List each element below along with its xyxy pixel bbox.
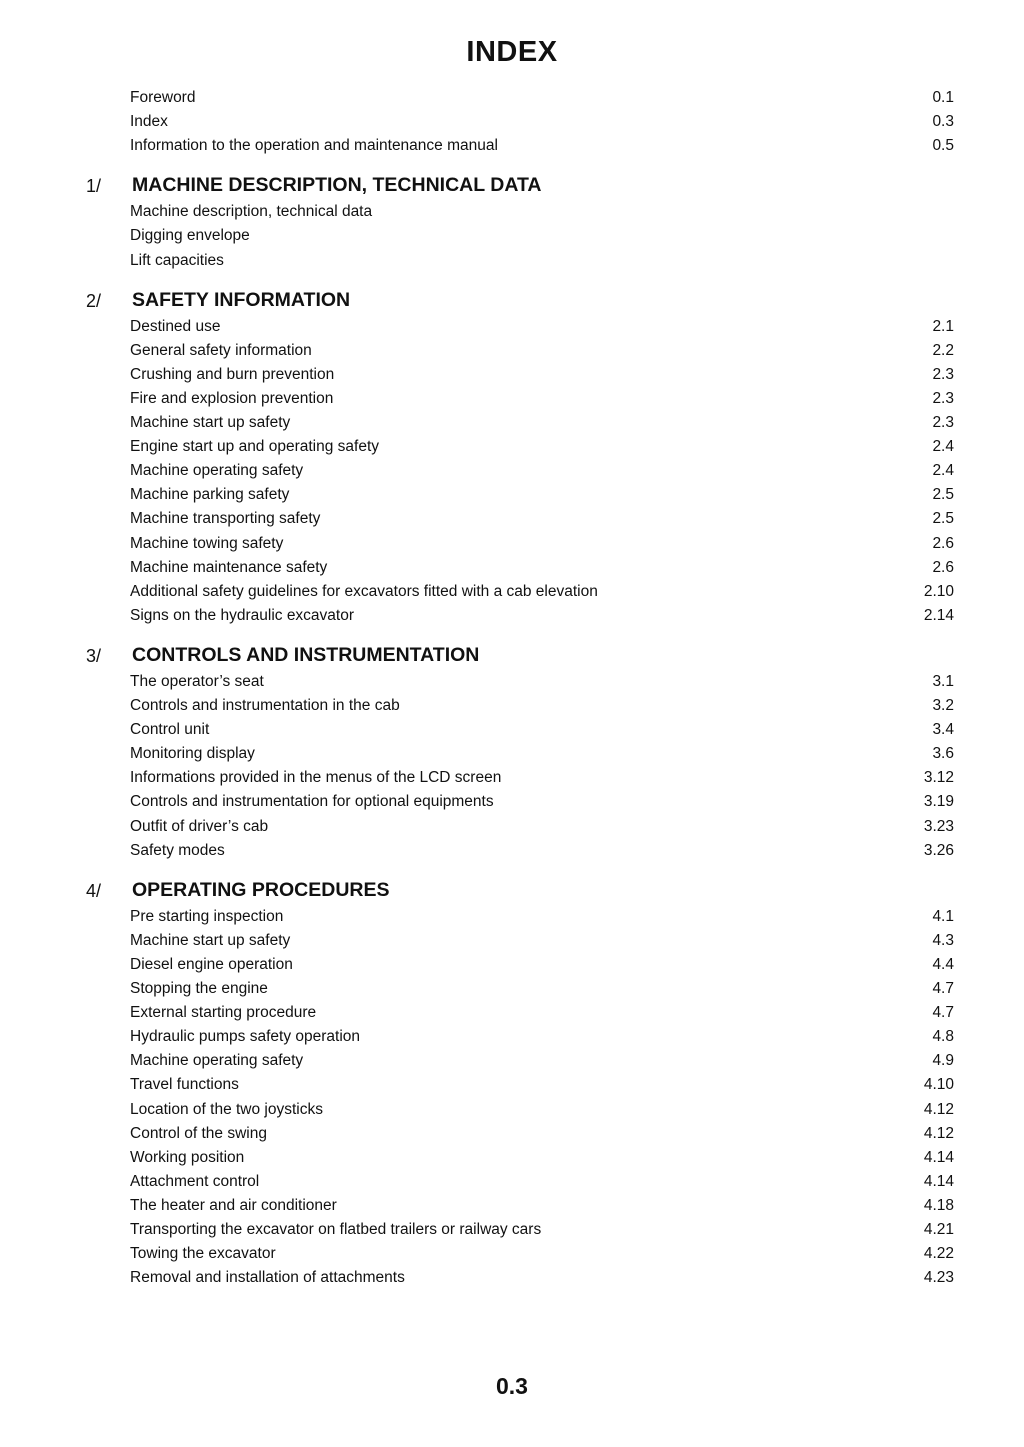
toc-entry[interactable] [130, 412, 954, 434]
toc-entry[interactable] [130, 87, 954, 109]
dot-leader [549, 1219, 914, 1241]
toc-entry-label: The heater and air conditioner [130, 1196, 337, 1214]
toc-entry-page: 3.4 [932, 721, 954, 739]
dot-leader [301, 954, 920, 976]
toc-entry-page: 2.3 [932, 365, 954, 383]
toc-entry[interactable] [130, 111, 954, 133]
toc-entry-label: Control of the swing [130, 1124, 267, 1142]
toc-entry[interactable] [130, 484, 954, 506]
toc-entry-page: 4.10 [923, 1076, 954, 1094]
dot-leader [228, 316, 920, 338]
toc-entry-page: 3.26 [923, 841, 954, 859]
toc-entry-label: Towing the excavator [130, 1245, 276, 1263]
toc-entry[interactable] [130, 978, 954, 1000]
toc-entry[interactable] [130, 906, 954, 928]
toc-entry-label: Attachment control [130, 1172, 260, 1190]
page-title: INDEX [466, 36, 558, 68]
toc-entry-page: 4.7 [932, 1004, 954, 1022]
toc-entry[interactable] [130, 1026, 954, 1048]
toc-entry-label: Monitoring display [130, 745, 255, 763]
toc-entry-page: 2.4 [932, 462, 954, 480]
toc-entry[interactable] [130, 1099, 954, 1121]
toc-entry-page: 0.5 [932, 137, 954, 155]
toc-entry[interactable] [130, 840, 954, 862]
toc-entry[interactable] [130, 671, 954, 693]
toc-entry[interactable] [130, 250, 954, 272]
toc-entry-label: Working position [130, 1148, 245, 1166]
section-number: 2/ [86, 290, 102, 311]
toc-entry[interactable] [130, 767, 954, 789]
toc-entry[interactable] [130, 533, 954, 555]
dot-leader [247, 1074, 914, 1096]
toc-entry-page: 4.23 [923, 1269, 954, 1287]
toc-entry[interactable] [130, 364, 954, 386]
toc-entry[interactable] [130, 316, 954, 338]
dot-leader [203, 87, 920, 109]
toc-entry-label: Control unit [130, 721, 210, 739]
dot-leader [408, 695, 920, 717]
toc-entry-label: Diesel engine operation [130, 955, 293, 973]
toc-entry[interactable] [130, 135, 954, 157]
toc-entry-label: Additional safety guidelines for excavators fitted with a cab elevation [130, 582, 598, 600]
toc-entry[interactable] [130, 1002, 954, 1024]
toc-entry-page: 4.18 [923, 1196, 954, 1214]
toc-entry-label: Lift capacities [130, 251, 224, 269]
dot-leader [272, 671, 920, 693]
dot-leader [328, 508, 920, 530]
toc-entry-label: Machine description, technical data [130, 203, 373, 221]
toc-entry-page: 4.12 [923, 1124, 954, 1142]
toc-entry-page: 4.8 [932, 1028, 954, 1046]
toc-entry-label: Location of the two joysticks [130, 1100, 323, 1118]
section-title: MACHINE DESCRIPTION, TECHNICAL DATA [132, 174, 542, 197]
dot-leader [267, 1171, 914, 1193]
toc-entry-label: Transporting the excavator on flatbed trailers or railway cars [130, 1221, 542, 1238]
toc-entry[interactable] [130, 719, 954, 741]
toc-entry-page: 3.1 [932, 672, 954, 690]
toc-entry-label: Machine maintenance safety [130, 558, 328, 576]
dot-leader [233, 840, 914, 862]
toc-entry[interactable] [130, 1219, 954, 1241]
toc-entry[interactable] [130, 1147, 954, 1169]
toc-entry-page: 4.3 [932, 931, 954, 949]
section-number: 4/ [86, 880, 102, 901]
section-title: SAFETY INFORMATION [132, 288, 351, 311]
dot-leader [341, 388, 920, 410]
toc-entry[interactable] [130, 1123, 954, 1145]
toc-entry-label: Machine operating safety [130, 462, 304, 480]
toc-entry-page: 2.5 [932, 486, 954, 504]
toc-entry[interactable] [130, 695, 954, 717]
toc-entry-label: Crushing and burn prevention [130, 365, 335, 383]
toc-entry-label: Machine start up safety [130, 414, 291, 431]
toc-entry-label: General safety information [130, 341, 312, 359]
toc-entry-label: Removal and installation of attachments [130, 1269, 405, 1287]
toc-entry-label: Machine transporting safety [130, 510, 321, 528]
toc-entry-label: Travel functions [130, 1076, 239, 1094]
dot-leader [284, 1243, 914, 1265]
toc-entry-label: Machine parking safety [130, 486, 290, 504]
section-title: CONTROLS AND INSTRUMENTATION [132, 643, 480, 666]
section-heading [86, 284, 946, 312]
dot-leader [252, 1147, 914, 1169]
toc-entry-page: 3.19 [923, 793, 954, 811]
toc-entry[interactable] [130, 436, 954, 458]
toc-entry-page: 2.5 [932, 510, 954, 528]
dot-leader [320, 340, 920, 362]
toc-entry-label: Safety modes [130, 841, 225, 859]
toc-entry[interactable] [130, 1195, 954, 1217]
toc-entry-page: 2.2 [932, 341, 954, 359]
toc-entry-label: Fire and explosion prevention [130, 389, 334, 407]
toc-entry-page: 3.23 [923, 817, 954, 835]
toc-entry[interactable] [130, 225, 954, 247]
toc-entry-label: Index [130, 113, 168, 131]
dot-leader [217, 719, 920, 741]
section-heading [86, 639, 946, 667]
toc-entry-label: Destined use [130, 317, 221, 335]
dot-leader [506, 135, 920, 157]
toc-entry-label: Information to the operation and maintenance manual [130, 137, 498, 155]
toc-entry[interactable] [130, 388, 954, 410]
toc-entry-page: 2.4 [932, 438, 954, 456]
toc-entry-page: 2.14 [923, 606, 954, 624]
dot-leader [509, 767, 913, 789]
toc-entry-page: 4.4 [932, 955, 954, 973]
toc-entry-page: 4.12 [923, 1100, 954, 1118]
toc-entry-label: Hydraulic pumps safety operation [130, 1028, 361, 1046]
dot-leader [291, 906, 920, 928]
section-title: OPERATING PROCEDURES [132, 878, 390, 901]
dot-leader [298, 412, 920, 434]
section-number: 3/ [86, 645, 102, 666]
toc-entry-page: 4.14 [923, 1148, 954, 1166]
toc-entry-label: External starting procedure [130, 1004, 317, 1022]
toc-entry-page: 3.6 [932, 745, 954, 763]
dot-leader [502, 791, 914, 813]
toc-entry-label: Signs on the hydraulic excavator [130, 606, 355, 624]
section-heading [86, 169, 946, 197]
toc-entry[interactable] [130, 1171, 954, 1193]
toc-entry-label: Pre starting inspection [130, 907, 284, 925]
toc-entry-page: 2.10 [923, 582, 954, 600]
toc-entry-page: 2.6 [932, 534, 954, 552]
toc-entry[interactable] [130, 954, 954, 976]
toc-entry-page: 2.3 [932, 389, 954, 407]
dot-leader [331, 1099, 914, 1121]
toc-entry[interactable] [130, 1074, 954, 1096]
toc-entry[interactable] [130, 557, 954, 579]
toc-entry[interactable] [130, 1267, 954, 1289]
toc-entry-label: Machine start up safety [130, 931, 291, 949]
dot-leader [342, 364, 920, 386]
dot-leader [606, 581, 914, 603]
toc-entry-label: Controls and instrumentation in the cab [130, 697, 400, 714]
toc-entry[interactable] [130, 791, 954, 813]
toc-entry-label: Stopping the engine [130, 980, 268, 997]
toc-entry[interactable] [130, 460, 954, 482]
toc-entry-page: 0.3 [932, 113, 954, 131]
dot-leader [297, 484, 920, 506]
toc-entry[interactable] [130, 1243, 954, 1265]
toc-entry-label: Machine operating safety [130, 1052, 304, 1070]
toc-entry[interactable] [130, 930, 954, 952]
dot-leader [276, 978, 920, 1000]
dot-leader [263, 743, 920, 765]
toc-entry-page: 4.7 [932, 980, 954, 997]
toc-entry-page: 4.14 [923, 1172, 954, 1190]
toc-entry-page: 4.22 [923, 1245, 954, 1263]
toc-entry-page: 4.1 [932, 907, 954, 925]
toc-entry-label: Engine start up and operating safety [130, 438, 380, 456]
dot-leader [345, 1195, 914, 1217]
toc-entry-page: 2.6 [932, 558, 954, 576]
toc-entry-page: 0.1 [932, 89, 954, 106]
toc-entry-page: 2.1 [932, 317, 954, 335]
toc-entry[interactable] [130, 605, 954, 627]
toc-entry[interactable] [130, 816, 954, 838]
toc-entry-page: 4.9 [932, 1052, 954, 1070]
toc-entry-label: Outfit of driver’s cab [130, 817, 269, 835]
dot-leader [311, 1050, 920, 1072]
toc-entry[interactable] [130, 201, 954, 223]
toc-entry[interactable] [130, 340, 954, 362]
toc-entry[interactable] [130, 743, 954, 765]
toc-entry-label: Foreword [130, 89, 196, 106]
toc-entry-page: 2.3 [932, 414, 954, 431]
dot-leader [291, 533, 920, 555]
section-number: 1/ [86, 176, 102, 197]
toc-entry-label: Informations provided in the menus of the LCD screen [130, 769, 502, 787]
toc-entry[interactable] [130, 508, 954, 530]
dot-leader [298, 930, 920, 952]
dot-leader [413, 1267, 914, 1289]
dot-leader [176, 111, 920, 133]
dot-leader [275, 1123, 914, 1145]
toc-entry-page: 3.12 [923, 769, 954, 787]
toc-entry-label: Controls and instrumentation for optional equipments [130, 793, 494, 811]
dot-leader [368, 1026, 920, 1048]
toc-entry-label: Machine towing safety [130, 534, 284, 552]
dot-leader [311, 460, 920, 482]
toc-entry[interactable] [130, 1050, 954, 1072]
dot-leader [324, 1002, 920, 1024]
toc-entry-page: 4.21 [923, 1221, 954, 1238]
toc-entry-page: 3.2 [932, 697, 954, 714]
dot-leader [276, 816, 914, 838]
dot-leader [387, 436, 920, 458]
dot-leader [335, 557, 920, 579]
section-heading [86, 874, 946, 902]
page-number-footer: 0.3 [496, 1373, 528, 1399]
dot-leader [362, 605, 914, 627]
toc-entry[interactable] [130, 581, 954, 603]
toc-entry-label: The operator’s seat [130, 672, 264, 690]
toc-entry-label: Digging envelope [130, 227, 250, 245]
